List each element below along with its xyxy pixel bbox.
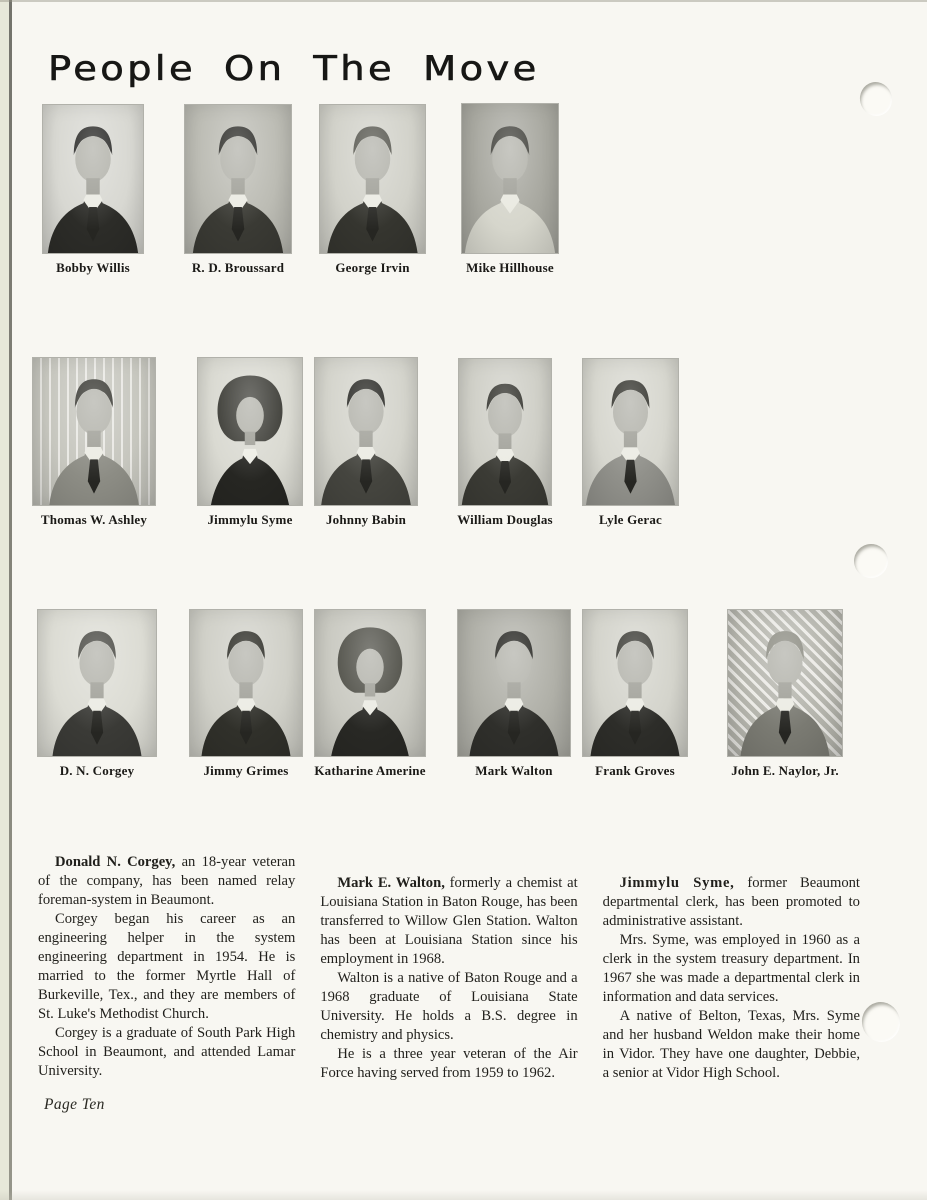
photo-image bbox=[315, 610, 425, 756]
person-silhouette-icon bbox=[462, 110, 558, 253]
photo-caption: Mike Hillhouse bbox=[466, 260, 554, 275]
photo-katharine-amerine bbox=[314, 610, 426, 778]
article-paragraph: He is a three year veteran of the Air Force having served from 1959 to 1962. bbox=[320, 1046, 578, 1081]
punch-hole bbox=[856, 79, 895, 120]
photo-william-douglas bbox=[457, 359, 553, 527]
scan-bottom-shade bbox=[0, 1190, 927, 1200]
article-paragraph bbox=[38, 853, 295, 910]
photo-caption: Lyle Gerac bbox=[598, 512, 662, 527]
article-columns bbox=[38, 853, 860, 1083]
photo-caption: Frank Groves bbox=[595, 763, 675, 778]
photo-george-irvin bbox=[320, 105, 425, 275]
person-silhouette-icon bbox=[320, 111, 425, 253]
person-silhouette-icon bbox=[38, 616, 156, 756]
punch-hole bbox=[858, 998, 905, 1046]
person-name-bold: Mark E. Walton, bbox=[337, 875, 445, 891]
article-paragraph: Mrs. Syme, was employed in 1960 as a clerk in the system treasury department. In 1967 she was made a departmental clerk in information and data services. bbox=[602, 932, 860, 1005]
page-title: People On The Move bbox=[48, 48, 540, 89]
person-silhouette-icon bbox=[459, 365, 551, 505]
photo-image bbox=[320, 105, 425, 253]
person-silhouette-icon bbox=[185, 111, 291, 253]
article-paragraph bbox=[320, 874, 577, 969]
person-silhouette-icon bbox=[458, 616, 570, 756]
paragraph-text: formerly a chemist at Louisiana Station in Baton Rouge, has been transferred to Willow Glen Station. Walton has been at Louisiana Station since his employment in 1968. bbox=[320, 875, 578, 967]
photo-image bbox=[43, 105, 143, 253]
article-walton bbox=[320, 853, 577, 1083]
article-paragraph: Walton is a native of Baton Rouge and a 1968 graduate of Louisiana State University. He holds a B.S. degree in chemistry and physics. bbox=[320, 970, 578, 1043]
article-paragraph bbox=[603, 874, 860, 931]
article-paragraph: Corgey began his career as an engineering helper in the system engineering department in 1954. He is married to the former Myrtle Hall of Burkeville, Tex., and they are members of St. Luke's Methodist Church. bbox=[38, 911, 296, 1022]
person-silhouette-icon bbox=[43, 111, 143, 253]
article-paragraph: Corgey is a graduate of South Park High School in Beaumont, and attended Lamar University. bbox=[38, 1025, 296, 1079]
photo-thomas-ashley bbox=[33, 358, 155, 527]
photo-image bbox=[458, 610, 570, 756]
paragraph-text: former Beaumont departmental clerk, has been promoted to administrative assistant. bbox=[602, 875, 860, 929]
photo-john-naylor bbox=[728, 610, 842, 778]
photo-caption: John E. Naylor, Jr. bbox=[731, 763, 839, 778]
photo-image bbox=[315, 358, 417, 505]
person-silhouette-icon bbox=[583, 616, 687, 756]
scan-edge-line bbox=[9, 0, 12, 1200]
photo-caption: Johnny Babin bbox=[325, 512, 407, 527]
photo-caption: Katharine Amerine bbox=[314, 763, 426, 778]
person-name-bold: Donald N. Corgey, bbox=[55, 854, 176, 870]
photo-image bbox=[583, 359, 678, 505]
person-name-bold: Jimmylu Syme, bbox=[619, 875, 735, 891]
page-number: Page Ten bbox=[44, 1096, 105, 1113]
photo-image bbox=[38, 610, 156, 756]
photo-caption: D. N. Corgey bbox=[59, 763, 135, 778]
photo-caption: Bobby Willis bbox=[56, 260, 130, 275]
photo-image bbox=[198, 358, 302, 505]
person-silhouette-icon bbox=[33, 364, 155, 505]
photo-lyle-gerac bbox=[583, 359, 678, 527]
photo-image bbox=[185, 105, 291, 253]
photo-image bbox=[190, 610, 302, 756]
person-silhouette-icon bbox=[728, 616, 842, 756]
person-silhouette-icon bbox=[315, 616, 425, 756]
person-silhouette-icon bbox=[583, 365, 678, 505]
photo-caption: Mark Walton bbox=[475, 763, 553, 778]
photo-caption: Thomas W. Ashley bbox=[40, 512, 148, 527]
photo-caption: R. D. Broussard bbox=[191, 260, 285, 275]
photo-mike-hillhouse bbox=[462, 104, 558, 275]
photo-image bbox=[462, 104, 558, 253]
scan-top-edge bbox=[0, 0, 927, 2]
photo-dn-corgey bbox=[38, 610, 156, 778]
photo-johnny-babin bbox=[315, 358, 417, 527]
photo-caption: Jimmylu Syme bbox=[207, 512, 293, 527]
photo-caption: Jimmy Grimes bbox=[203, 763, 289, 778]
article-corgey bbox=[38, 853, 295, 1083]
photo-image bbox=[33, 358, 155, 505]
scan-edge-strip bbox=[0, 0, 9, 1200]
photo-jimmylu-syme bbox=[198, 358, 302, 527]
photo-caption: William Douglas bbox=[457, 512, 553, 527]
photo-mark-walton bbox=[458, 610, 570, 778]
photo-image bbox=[583, 610, 687, 756]
photo-jimmy-grimes bbox=[190, 610, 302, 778]
photo-rd-broussard bbox=[185, 105, 291, 275]
person-silhouette-icon bbox=[198, 364, 302, 505]
photo-image bbox=[728, 610, 842, 756]
photo-caption: George Irvin bbox=[335, 260, 410, 275]
photo-bobby-willis bbox=[43, 105, 143, 275]
punch-hole bbox=[850, 540, 891, 581]
person-silhouette-icon bbox=[190, 616, 302, 756]
article-syme bbox=[603, 853, 860, 1083]
article-paragraph: A native of Belton, Texas, Mrs. Syme and her husband Weldon make their home in Vidor. They have one daughter, Debbie, a senior at Vidor High School. bbox=[602, 1008, 860, 1081]
photo-image bbox=[459, 359, 551, 505]
photo-frank-groves bbox=[583, 610, 687, 778]
paragraph-text: an 18-year veteran of the company, has been named relay foreman-system in Beaumont. bbox=[38, 854, 296, 908]
person-silhouette-icon bbox=[315, 364, 417, 505]
